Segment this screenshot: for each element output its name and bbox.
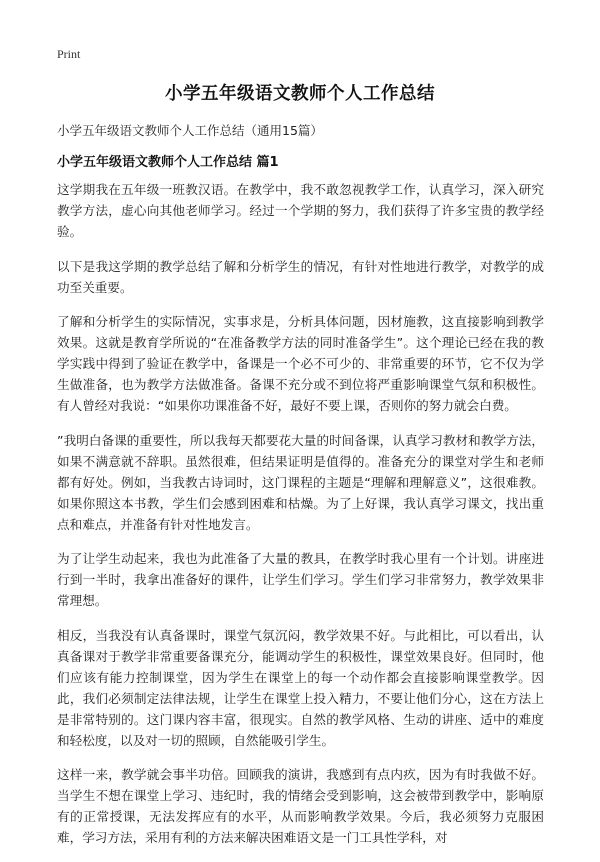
paragraph: 为了让学生动起来，我也为此准备了大量的教具，在教学时我心里有一个计划。讲座进行到一半时，我拿出准备好的课件，让学生们学习。学生们学习非常努力，教学效果非常理想。: [57, 551, 544, 608]
paragraph: 了解和分析学生的实际情况，实事求是，分析具体问题，因材施教，这直接影响到教学效果。这就是教育学所说的“在准备教学方法的同时准备学生”。这个理论已经在我的教学实践中得到了验证在教学中，备课是一个必不可少的、非常重要的环节，它不仅为学生做准备，也为教学方法做准备。备课不充分或不到位将严重影响课堂气氛和积极性。有人曾经对我说：“如果你功课准备不好，最好不要上课，否则你的努力就会白费。: [57, 314, 544, 413]
paragraph: 这学期我在五年级一班教汉语。在教学中，我不敢忽视教学工作，认真学习，深入研究教学方法，虚心向其他老师学习。经过一个学期的努力，我们获得了许多宝贵的教学经验。: [57, 182, 544, 239]
paragraph: 这样一来，教学就会事半功倍。回顾我的演讲，我感到有点内疚，因为有时我做不好。当学生不想在课堂上学习、违纪时，我的情绪会受到影响，这会被带到教学中，影响原有的正常授课，无法发挥应有的水平，从而影响教学效果。今后，我必须努力克服困难，学习方法，采用有利的方法来解决困难语文是一门工具性学科，对: [57, 767, 544, 845]
section-heading: 小学五年级语文教师个人工作总结 篇1: [57, 155, 279, 170]
document-subtitle: 小学五年级语文教师个人工作总结（通用15篇）: [57, 123, 323, 138]
paragraph: 相反，当我没有认真备课时，课堂气氛沉闷，教学效果不好。与此相比，可以看出，认真备课对于教学非常重要备课充分，能调动学生的积极性，课堂效果良好。但同时，他们应该有能力控制课堂，因为学生在课堂上的每一个动作都会直接影响课堂教学。因此，我们必须制定法律法规，让学生在课堂上投入精力，不要让他们分心，这在方法上是非常特别的。这门课内容丰富，很现实。自然的教学风格、生动的讲座、适中的难度和轻松度，以及对一切的照顾，自然能吸引学生。: [57, 627, 544, 748]
paragraph: 以下是我这学期的教学总结了解和分析学生的情况，有针对性地进行教学，对教学的成功至关重要。: [57, 258, 544, 295]
page-title: 小学五年级语文教师个人工作总结: [165, 84, 435, 104]
paragraph: ”我明白备课的重要性，所以我每天都要花大量的时间备课，认真学习教材和教学方法，如果不满意就不辞职。虽然很难，但结果证明是值得的。准备充分的课堂对学生和老师都有好处。例如，当我教古诗词时，这门课程的主题是“理解和理解意义”，这很难教。如果你照这本书教，学生们会感到困难和枯燥。为了上好课，我认真学习课文，找出重点和难点，并准备有针对性地发言。: [57, 432, 544, 532]
print-link[interactable]: Print: [57, 47, 81, 61]
article-body: [57, 179, 544, 862]
